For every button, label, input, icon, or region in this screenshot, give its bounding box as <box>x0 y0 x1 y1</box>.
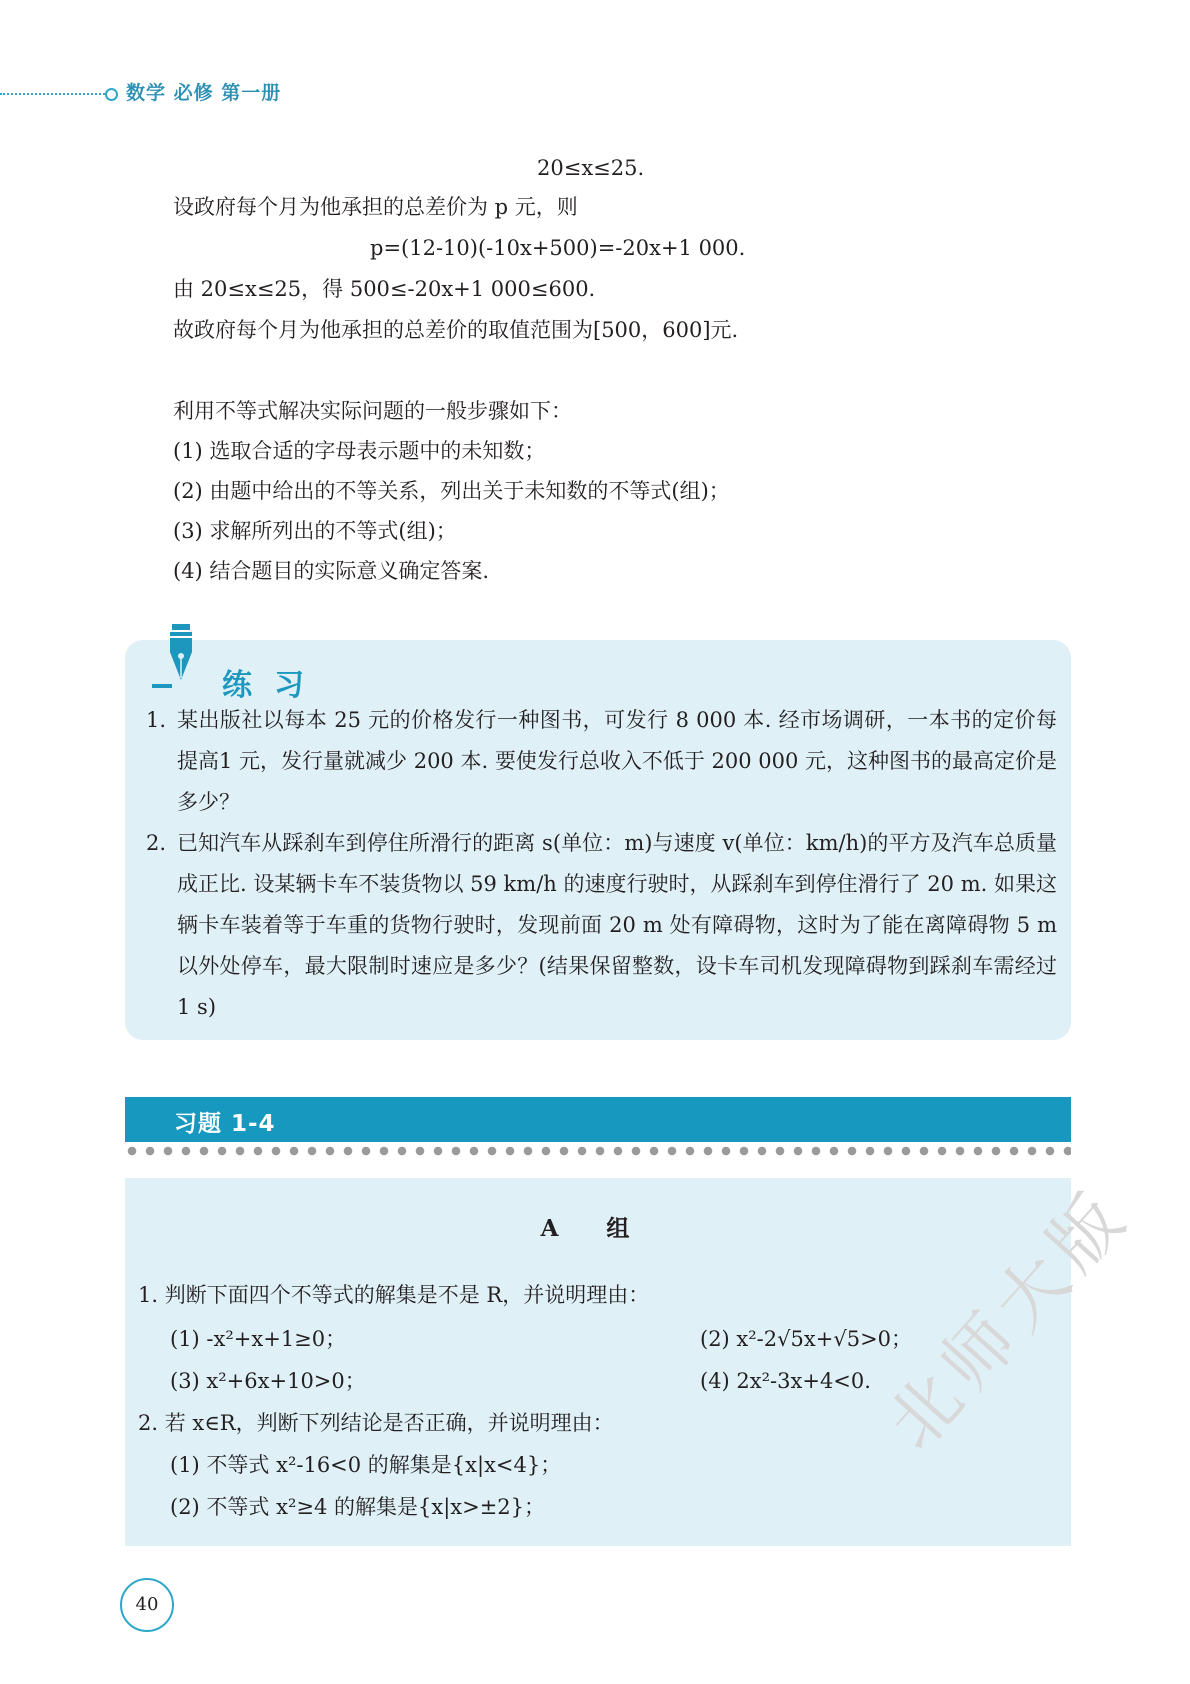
group-heading: A 组 <box>540 1215 650 1242</box>
step-item: (2) 由题中给出的不等关系，列出关于未知数的不等式(组)； <box>173 479 730 503</box>
step-item: (1) 选取合适的字母表示题中的未知数； <box>173 439 546 463</box>
fountain-pen-icon <box>150 622 210 692</box>
dotted-divider <box>125 1144 1071 1158</box>
solution-equation: p=(12-10)(-10x+500)=-20x+1 000. <box>370 236 746 260</box>
exercise-subitem: (2) x²-2√5x+√5>0； <box>700 1327 913 1351</box>
header-dot <box>105 88 118 101</box>
solution-line-2: 设政府每个月为他承担的总差价为 p 元，则 <box>173 195 578 219</box>
header-rule <box>0 93 108 95</box>
question-number: 2. <box>146 831 167 855</box>
exercise-title: 习题 1-4 <box>174 1111 276 1137</box>
solution-line-1: 20≤x≤25. <box>537 156 645 180</box>
exercise-subitem: (1) -x²+x+1≥0； <box>170 1327 347 1351</box>
exercise-question-2: 2. 若 x∈R，判断下列结论是否正确，并说明理由： <box>138 1411 614 1435</box>
exercise-subitem: (1) 不等式 x²-16<0 的解集是{x|x<4}； <box>170 1453 562 1477</box>
exercise-subitem: (4) 2x²-3x+4<0. <box>700 1369 871 1393</box>
practice-heading: 练习 <box>222 668 326 703</box>
exercise-question-1: 1. 判断下面四个不等式的解集是不是 R，并说明理由： <box>138 1283 650 1307</box>
book-title: 数学 必修 第一册 <box>126 82 282 104</box>
question-number: 1. <box>146 708 167 732</box>
page-number: 40 <box>135 1594 159 1615</box>
publisher-watermark: 北师大版 <box>871 1172 1147 1465</box>
step-item: (4) 结合题目的实际意义确定答案. <box>173 559 490 583</box>
step-item: (3) 求解所列出的不等式(组)； <box>173 519 457 543</box>
question-text: 已知汽车从踩刹车到停住所滑行的距离 s(单位：m)与速度 v(单位：km/h)的平方及汽车总质量成正比. 设某辆卡车不装货物以 59 km/h 的速度行驶时，从踩刹车到停住滑行了 20 m. 如果这辆卡车装着等于车重的货物行驶时，发现前面 20 m 处有障碍物，这时为了能在离障碍物 5 m 以外处停车，最大限制时速应是多少？(结果保留整数，设卡车司机发现障碍物到踩刹车需经过 1 s) <box>177 831 1057 1019</box>
solution-conclusion: 故政府每个月为他承担的总差价的取值范围为[500，600]元. <box>173 318 739 342</box>
exercise-subitem: (3) x²+6x+10>0； <box>170 1369 366 1393</box>
exercise-subitem: (2) 不等式 x²≥4 的解集是{x|x>±2}； <box>170 1495 546 1519</box>
steps-intro: 利用不等式解决实际问题的一般步骤如下： <box>173 399 572 423</box>
solution-line-4: 由 20≤x≤25，得 500≤-20x+1 000≤600. <box>173 277 596 301</box>
question-text: 某出版社以每本 25 元的价格发行一种图书，可发行 8 000 本. 经市场调研，一本书的定价每提高1 元，发行量就减少 200 本. 要使发行总收入不低于 200 000 元，这种图书的最高定价是多少？ <box>177 708 1058 814</box>
